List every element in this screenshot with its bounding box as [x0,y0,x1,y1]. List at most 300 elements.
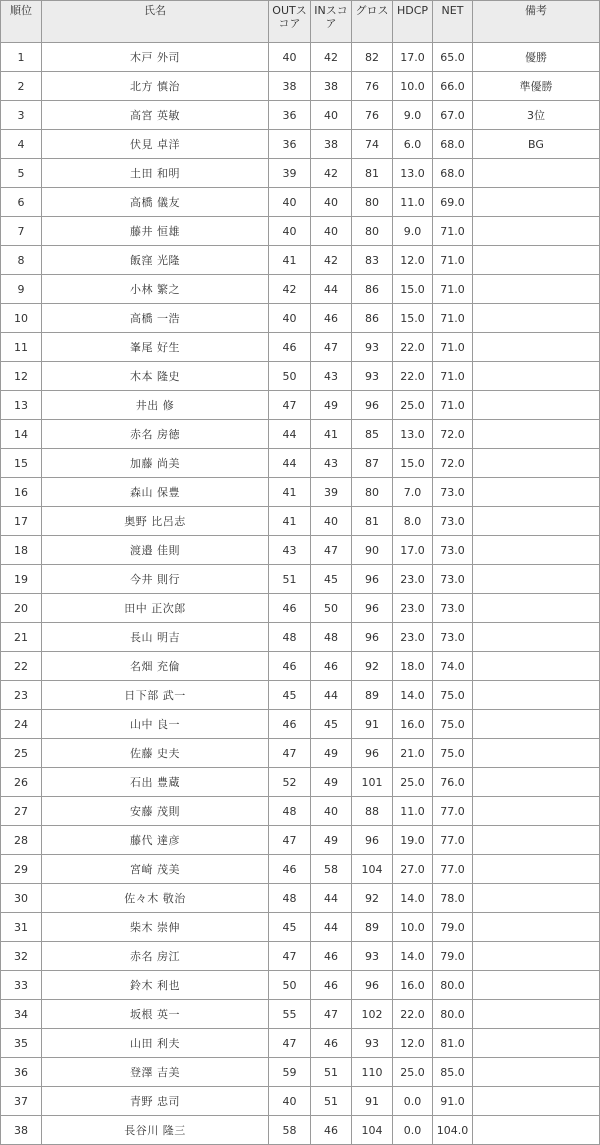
net-cell: 76.0 [433,768,473,797]
hdcp-cell: 25.0 [393,391,433,420]
hdcp-cell: 6.0 [393,130,433,159]
in-score-cell: 38 [311,130,352,159]
hdcp-cell: 15.0 [393,275,433,304]
gross-cell: 87 [352,449,393,478]
out-score-cell: 46 [269,333,311,362]
gross-cell: 80 [352,217,393,246]
hdcp-cell: 14.0 [393,942,433,971]
gross-cell: 104 [352,1116,393,1145]
table-row [1,72,600,101]
gross-cell: 90 [352,536,393,565]
out-score-cell: 51 [269,565,311,594]
rank-cell: 12 [1,362,42,391]
out-score-cell: 38 [269,72,311,101]
hdcp-cell: 0.0 [393,1087,433,1116]
gross-cell: 96 [352,391,393,420]
header-in-score: INスコア [311,1,352,43]
rank-cell: 37 [1,1087,42,1116]
gross-cell: 80 [352,478,393,507]
net-cell: 65.0 [433,43,473,72]
name-cell: 石出 豊蔵 [42,768,269,797]
table-header [1,1,600,43]
rank-cell: 34 [1,1000,42,1029]
gross-cell: 82 [352,43,393,72]
gross-cell: 96 [352,739,393,768]
gross-cell: 93 [352,333,393,362]
rank-cell: 33 [1,971,42,1000]
hdcp-cell: 22.0 [393,362,433,391]
in-score-cell: 42 [311,159,352,188]
remarks-cell [473,652,600,681]
net-cell: 73.0 [433,565,473,594]
remarks-cell [473,913,600,942]
rank-cell: 20 [1,594,42,623]
out-score-cell: 58 [269,1116,311,1145]
in-score-cell: 49 [311,768,352,797]
out-score-cell: 48 [269,623,311,652]
out-score-cell: 44 [269,420,311,449]
table-row [1,913,600,942]
out-score-cell: 45 [269,913,311,942]
in-score-cell: 47 [311,536,352,565]
rank-cell: 18 [1,536,42,565]
table-row [1,333,600,362]
hdcp-cell: 10.0 [393,913,433,942]
remarks-cell [473,536,600,565]
in-score-cell: 49 [311,739,352,768]
name-cell: 山田 利夫 [42,1029,269,1058]
name-cell: 渡邉 佳則 [42,536,269,565]
table-row [1,1058,600,1087]
net-cell: 79.0 [433,942,473,971]
hdcp-cell: 18.0 [393,652,433,681]
table-row [1,246,600,275]
hdcp-cell: 23.0 [393,565,433,594]
remarks-cell [473,1058,600,1087]
gross-cell: 92 [352,652,393,681]
remarks-cell [473,420,600,449]
gross-cell: 81 [352,159,393,188]
out-score-cell: 50 [269,362,311,391]
rank-cell: 36 [1,1058,42,1087]
rank-cell: 4 [1,130,42,159]
out-score-cell: 47 [269,1029,311,1058]
gross-cell: 101 [352,768,393,797]
out-score-cell: 50 [269,971,311,1000]
net-cell: 81.0 [433,1029,473,1058]
remarks-cell [473,391,600,420]
out-score-cell: 48 [269,797,311,826]
name-cell: 赤名 房江 [42,942,269,971]
remarks-cell [473,971,600,1000]
in-score-cell: 51 [311,1087,352,1116]
rank-cell: 6 [1,188,42,217]
net-cell: 71.0 [433,391,473,420]
rank-cell: 35 [1,1029,42,1058]
net-cell: 77.0 [433,797,473,826]
gross-cell: 104 [352,855,393,884]
net-cell: 72.0 [433,420,473,449]
out-score-cell: 46 [269,652,311,681]
rank-cell: 22 [1,652,42,681]
hdcp-cell: 15.0 [393,304,433,333]
gross-cell: 93 [352,1029,393,1058]
in-score-cell: 44 [311,275,352,304]
in-score-cell: 38 [311,72,352,101]
gross-cell: 93 [352,362,393,391]
remarks-cell [473,797,600,826]
name-cell: 峯尾 好生 [42,333,269,362]
net-cell: 69.0 [433,188,473,217]
hdcp-cell: 27.0 [393,855,433,884]
in-score-cell: 40 [311,507,352,536]
in-score-cell: 49 [311,826,352,855]
in-score-cell: 50 [311,594,352,623]
in-score-cell: 49 [311,391,352,420]
net-cell: 85.0 [433,1058,473,1087]
in-score-cell: 44 [311,884,352,913]
net-cell: 75.0 [433,681,473,710]
out-score-cell: 46 [269,855,311,884]
hdcp-cell: 12.0 [393,246,433,275]
table-body [1,43,600,1145]
out-score-cell: 46 [269,710,311,739]
net-cell: 72.0 [433,449,473,478]
out-score-cell: 40 [269,217,311,246]
net-cell: 71.0 [433,275,473,304]
net-cell: 77.0 [433,826,473,855]
gross-cell: 102 [352,1000,393,1029]
rank-cell: 38 [1,1116,42,1145]
in-score-cell: 45 [311,710,352,739]
remarks-cell: BG [473,130,600,159]
out-score-cell: 36 [269,130,311,159]
name-cell: 藤井 恒雄 [42,217,269,246]
gross-cell: 96 [352,826,393,855]
header-net: NET [433,1,473,43]
remarks-cell [473,681,600,710]
table-row [1,1000,600,1029]
rank-cell: 31 [1,913,42,942]
table-row [1,217,600,246]
hdcp-cell: 13.0 [393,159,433,188]
out-score-cell: 47 [269,826,311,855]
remarks-cell [473,188,600,217]
gross-cell: 86 [352,275,393,304]
table-row [1,826,600,855]
rank-cell: 19 [1,565,42,594]
hdcp-cell: 23.0 [393,623,433,652]
net-cell: 71.0 [433,304,473,333]
name-cell: 加藤 尚美 [42,449,269,478]
name-cell: 赤名 房徳 [42,420,269,449]
table-row [1,478,600,507]
name-cell: 森山 保豊 [42,478,269,507]
net-cell: 77.0 [433,855,473,884]
gross-cell: 89 [352,681,393,710]
name-cell: 小林 繁之 [42,275,269,304]
name-cell: 柴木 崇伸 [42,913,269,942]
header-remarks: 備考 [473,1,600,43]
rank-cell: 5 [1,159,42,188]
remarks-cell [473,449,600,478]
net-cell: 79.0 [433,913,473,942]
in-score-cell: 51 [311,1058,352,1087]
name-cell: 木本 隆史 [42,362,269,391]
table-row [1,391,600,420]
in-score-cell: 46 [311,1029,352,1058]
out-score-cell: 40 [269,43,311,72]
table-row [1,942,600,971]
table-row [1,884,600,913]
remarks-cell [473,768,600,797]
rank-cell: 13 [1,391,42,420]
name-cell: 宮崎 茂美 [42,855,269,884]
out-score-cell: 48 [269,884,311,913]
hdcp-cell: 16.0 [393,971,433,1000]
in-score-cell: 40 [311,188,352,217]
rank-cell: 1 [1,43,42,72]
net-cell: 73.0 [433,536,473,565]
remarks-cell [473,1000,600,1029]
name-cell: 山中 良一 [42,710,269,739]
in-score-cell: 39 [311,478,352,507]
in-score-cell: 46 [311,971,352,1000]
name-cell: 高宮 英敏 [42,101,269,130]
net-cell: 104.0 [433,1116,473,1145]
hdcp-cell: 22.0 [393,333,433,362]
in-score-cell: 42 [311,43,352,72]
remarks-cell [473,246,600,275]
out-score-cell: 42 [269,275,311,304]
header-hdcp: HDCP [393,1,433,43]
gross-cell: 96 [352,565,393,594]
rank-cell: 27 [1,797,42,826]
hdcp-cell: 25.0 [393,1058,433,1087]
gross-cell: 85 [352,420,393,449]
remarks-cell [473,362,600,391]
table-row [1,275,600,304]
rank-cell: 24 [1,710,42,739]
net-cell: 71.0 [433,362,473,391]
hdcp-cell: 17.0 [393,43,433,72]
table-row [1,304,600,333]
remarks-cell [473,507,600,536]
in-score-cell: 47 [311,333,352,362]
table-row [1,623,600,652]
net-cell: 78.0 [433,884,473,913]
hdcp-cell: 7.0 [393,478,433,507]
remarks-cell [473,478,600,507]
gross-cell: 96 [352,971,393,1000]
gross-cell: 74 [352,130,393,159]
in-score-cell: 40 [311,217,352,246]
hdcp-cell: 13.0 [393,420,433,449]
hdcp-cell: 12.0 [393,1029,433,1058]
in-score-cell: 46 [311,1116,352,1145]
net-cell: 71.0 [433,246,473,275]
table-row [1,971,600,1000]
net-cell: 66.0 [433,72,473,101]
net-cell: 73.0 [433,507,473,536]
gross-cell: 76 [352,72,393,101]
header-gross: グロス [352,1,393,43]
table-row [1,739,600,768]
in-score-cell: 40 [311,797,352,826]
in-score-cell: 44 [311,913,352,942]
rank-cell: 3 [1,101,42,130]
remarks-cell: 優勝 [473,43,600,72]
table-row [1,507,600,536]
out-score-cell: 41 [269,478,311,507]
gross-cell: 83 [352,246,393,275]
table-row [1,449,600,478]
name-cell: 北方 慎治 [42,72,269,101]
gross-cell: 91 [352,710,393,739]
name-cell: 安藤 茂則 [42,797,269,826]
hdcp-cell: 21.0 [393,739,433,768]
hdcp-cell: 11.0 [393,188,433,217]
hdcp-cell: 9.0 [393,217,433,246]
remarks-cell: 準優勝 [473,72,600,101]
net-cell: 68.0 [433,130,473,159]
hdcp-cell: 11.0 [393,797,433,826]
net-cell: 71.0 [433,217,473,246]
rank-cell: 29 [1,855,42,884]
remarks-cell [473,275,600,304]
rank-cell: 16 [1,478,42,507]
out-score-cell: 40 [269,1087,311,1116]
table-row [1,130,600,159]
in-score-cell: 40 [311,101,352,130]
name-cell: 佐藤 史夫 [42,739,269,768]
remarks-cell [473,884,600,913]
remarks-cell [473,1116,600,1145]
in-score-cell: 43 [311,362,352,391]
hdcp-cell: 9.0 [393,101,433,130]
remarks-cell [473,623,600,652]
name-cell: 藤代 達彦 [42,826,269,855]
in-score-cell: 44 [311,681,352,710]
name-cell: 高橋 儀友 [42,188,269,217]
name-cell: 伏見 卓洋 [42,130,269,159]
out-score-cell: 41 [269,246,311,275]
out-score-cell: 45 [269,681,311,710]
name-cell: 鈴木 利也 [42,971,269,1000]
header-out-score: OUTスコア [269,1,311,43]
table-row [1,594,600,623]
hdcp-cell: 16.0 [393,710,433,739]
table-row [1,1087,600,1116]
out-score-cell: 40 [269,188,311,217]
out-score-cell: 47 [269,739,311,768]
name-cell: 土田 和明 [42,159,269,188]
gross-cell: 91 [352,1087,393,1116]
table-row [1,420,600,449]
hdcp-cell: 10.0 [393,72,433,101]
remarks-cell [473,942,600,971]
in-score-cell: 58 [311,855,352,884]
rank-cell: 9 [1,275,42,304]
table-row [1,1029,600,1058]
net-cell: 80.0 [433,971,473,1000]
out-score-cell: 39 [269,159,311,188]
out-score-cell: 59 [269,1058,311,1087]
table-row [1,652,600,681]
out-score-cell: 55 [269,1000,311,1029]
remarks-cell [473,333,600,362]
out-score-cell: 43 [269,536,311,565]
name-cell: 登澤 吉美 [42,1058,269,1087]
gross-cell: 88 [352,797,393,826]
remarks-cell [473,855,600,884]
name-cell: 木戸 外司 [42,43,269,72]
out-score-cell: 52 [269,768,311,797]
in-score-cell: 47 [311,1000,352,1029]
net-cell: 75.0 [433,739,473,768]
table-row [1,797,600,826]
rank-cell: 26 [1,768,42,797]
remarks-cell: 3位 [473,101,600,130]
in-score-cell: 45 [311,565,352,594]
header-row [1,1,600,43]
name-cell: 高橋 一浩 [42,304,269,333]
table-row [1,768,600,797]
name-cell: 名畑 充倫 [42,652,269,681]
rank-cell: 8 [1,246,42,275]
table-row [1,101,600,130]
hdcp-cell: 14.0 [393,681,433,710]
rank-cell: 10 [1,304,42,333]
name-cell: 長谷川 隆三 [42,1116,269,1145]
gross-cell: 110 [352,1058,393,1087]
header-name: 氏名 [42,1,269,43]
name-cell: 青野 忠司 [42,1087,269,1116]
rank-cell: 15 [1,449,42,478]
name-cell: 飯窪 光隆 [42,246,269,275]
hdcp-cell: 19.0 [393,826,433,855]
in-score-cell: 42 [311,246,352,275]
table-row [1,188,600,217]
rank-cell: 25 [1,739,42,768]
name-cell: 日下部 武一 [42,681,269,710]
hdcp-cell: 17.0 [393,536,433,565]
remarks-cell [473,826,600,855]
hdcp-cell: 25.0 [393,768,433,797]
gross-cell: 96 [352,594,393,623]
gross-cell: 76 [352,101,393,130]
net-cell: 74.0 [433,652,473,681]
name-cell: 佐々木 敬治 [42,884,269,913]
net-cell: 68.0 [433,159,473,188]
out-score-cell: 36 [269,101,311,130]
net-cell: 73.0 [433,478,473,507]
name-cell: 坂根 英一 [42,1000,269,1029]
gross-cell: 86 [352,304,393,333]
table-row [1,710,600,739]
hdcp-cell: 0.0 [393,1116,433,1145]
name-cell: 奥野 比呂志 [42,507,269,536]
net-cell: 73.0 [433,594,473,623]
out-score-cell: 40 [269,304,311,333]
rank-cell: 32 [1,942,42,971]
table-row [1,362,600,391]
table-row [1,1116,600,1145]
out-score-cell: 44 [269,449,311,478]
rank-cell: 2 [1,72,42,101]
hdcp-cell: 14.0 [393,884,433,913]
rank-cell: 30 [1,884,42,913]
